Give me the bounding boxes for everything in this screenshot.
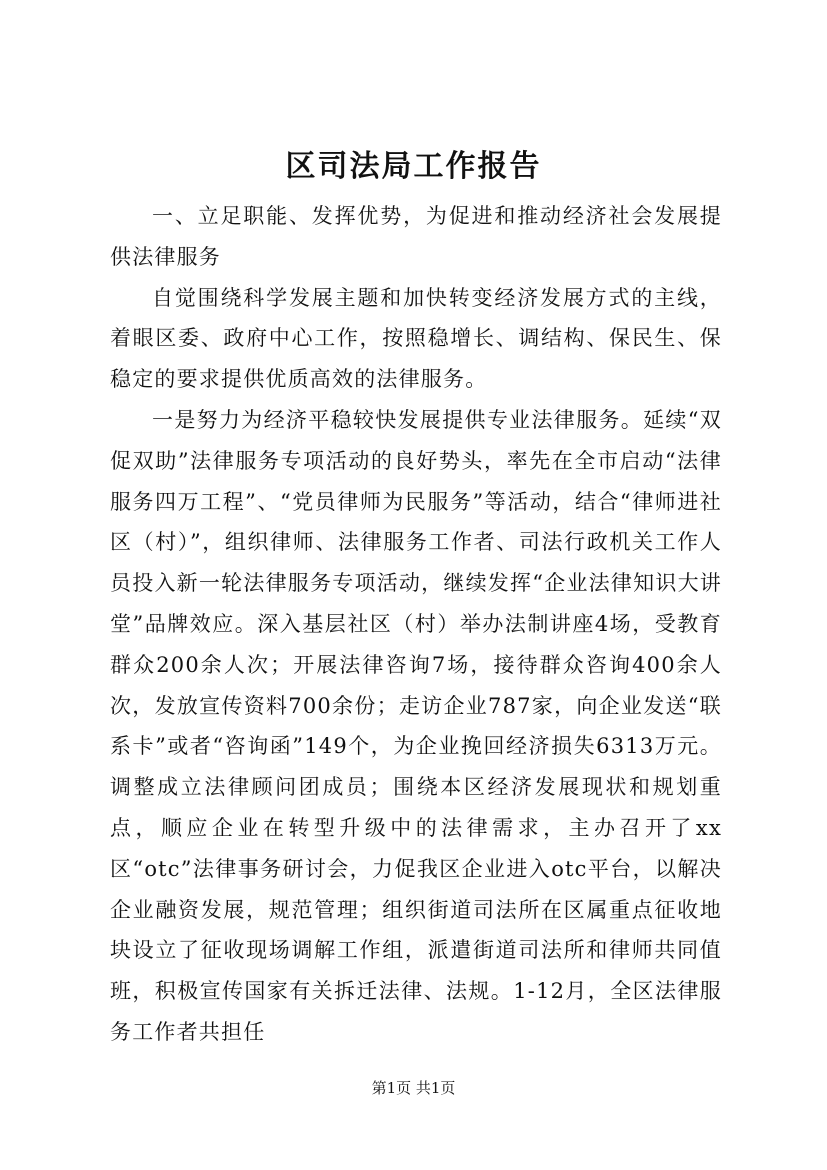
document-body	[110, 196, 722, 1053]
section-heading-paragraph: 一、立足职能、发挥优势，为促进和推动经济社会发展提供法律服务	[110, 204, 722, 269]
body-paragraph: 一是努力为经济平稳较快发展提供专业法律服务。延续“双促双助”法律服务专项活动的良好势头，率先在全市启动“法律服务四万工程”、“党员律师为民服务”等活动，结合“律师进社区（村）”，组织律师、法律服务工作者、司法行政机关工作人员投入新一轮法律服务专项活动，继续发挥“企业法律知识大讲堂”品牌效应。深入基层社区（村）举办法制讲座4场，受教育群众200余人次；开展法律咨询7场，接待群众咨询400余人次，发放宣传资料700余份；走访企业787家，向企业发送“联系卡”或者“咨询函”149个，为企业挽回经济损失6313万元。调整成立法律顾问团成员；围绕本区经济发展现状和规划重点，顺应企业在转型升级中的法律需求，主办召开了xx区“otc”法律事务研讨会，力促我区企业进入otc平台，以解决企业融资发展，规范管理；组织街道司法所在区属重点征收地块设立了征收现场调解工作组，派遣街道司法所和律师共同值班，积极宣传国家有关拆迁法律、法规。1-12月，全区法律服务工作者共担任	[110, 407, 722, 1044]
intro-paragraph: 自觉围绕科学发展主题和加快转变经济发展方式的主线，着眼区委、政府中心工作，按照稳增长、调结构、保民生、保稳定的要求提供优质高效的法律服务。	[110, 285, 722, 392]
document-title: 区司法局工作报告	[285, 149, 542, 184]
page-footer: 第1页 共1页	[371, 1079, 456, 1097]
